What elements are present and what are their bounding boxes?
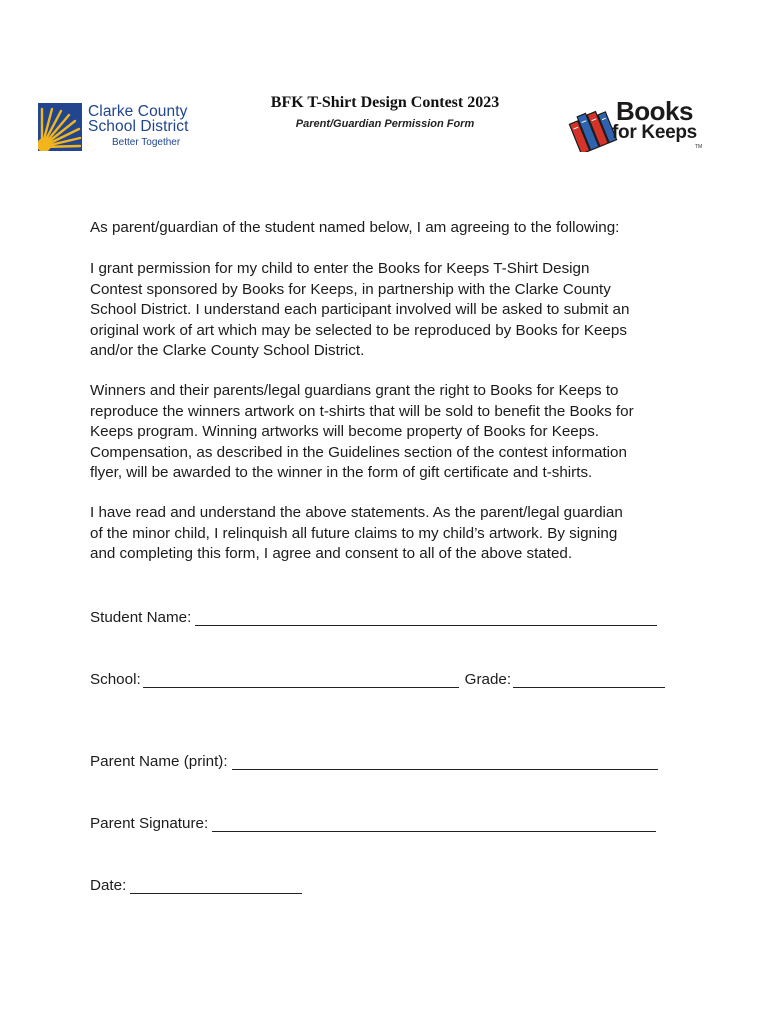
- paragraph-line: flyer, will be awarded to the winner in the form of gift certificate and t-shirts.: [90, 464, 593, 481]
- student-name-row: [90, 607, 657, 626]
- permission-paragraph: [90, 259, 690, 362]
- grade-field[interactable]: [513, 669, 665, 688]
- parent-name-row: [90, 751, 658, 770]
- date-label: Date:: [90, 877, 127, 894]
- bfk-name-line2: for Keeps: [612, 122, 697, 143]
- paragraph-line: I have read and understand the above statements. As the parent/legal guardian: [90, 504, 623, 521]
- ccsd-name-line2: School District: [88, 118, 189, 135]
- date-row: [90, 875, 302, 894]
- document-title: BFK T-Shirt Design Contest 2023: [270, 94, 500, 111]
- paragraph-line: Keeps program. Winning artworks will become property of Books for Keeps.: [90, 423, 600, 440]
- school-grade-row: [90, 669, 665, 688]
- student-name-label: Student Name:: [90, 609, 192, 626]
- consent-paragraph: [90, 503, 690, 565]
- paragraph-line: reproduce the winners artwork on t-shirts that will be sold to benefit the Books for: [90, 402, 634, 420]
- parent-signature-label: Parent Signature:: [90, 815, 209, 832]
- student-name-field[interactable]: [195, 607, 657, 626]
- sunburst-icon: [38, 103, 82, 151]
- paragraph-line: I grant permission for my child to enter the Books for Keeps T-Shirt Design: [90, 260, 590, 277]
- ccsd-logo: [38, 100, 213, 156]
- books-stack-icon: [568, 102, 618, 152]
- document-header: [240, 94, 530, 130]
- parent-signature-row: [90, 813, 656, 832]
- school-label: School:: [90, 671, 141, 688]
- parent-name-label: Parent Name (print):: [90, 753, 228, 770]
- paragraph-line: and/or the Clarke County School District.: [90, 342, 365, 359]
- grade-label: Grade:: [464, 671, 512, 688]
- paragraph-line: School District. I understand each participant involved will be asked to submit an: [90, 301, 630, 318]
- parent-signature-field[interactable]: [212, 813, 656, 832]
- ccsd-name-line1: Clarke County: [88, 103, 188, 120]
- document-subtitle: Parent/Guardian Permission Form: [295, 118, 475, 130]
- paragraph-line: original work of art which may be selected to be reproduced by Books for Keeps: [90, 321, 627, 339]
- school-field[interactable]: [143, 669, 459, 688]
- intro-paragraph: As parent/guardian of the student named below, I am agreeing to the following:: [90, 219, 620, 236]
- paragraph-line: of the minor child, I relinquish all future claims to my child’s artwork. By signing: [90, 524, 618, 542]
- paragraph-line: Winners and their parents/legal guardians grant the right to Books for Keeps to: [90, 382, 619, 399]
- paragraph-line: Contest sponsored by Books for Keeps, in partnership with the Clarke County: [90, 280, 611, 298]
- bfk-name-line1: Books: [616, 96, 693, 126]
- parent-name-field[interactable]: [232, 751, 658, 770]
- bfk-logo: [568, 98, 708, 153]
- date-field[interactable]: [130, 875, 302, 894]
- paragraph-line: Compensation, as described in the Guidelines section of the contest information: [90, 443, 627, 461]
- ccsd-tagline: Better Together: [112, 137, 181, 148]
- winners-paragraph: [90, 381, 690, 484]
- trademark-mark: TM: [695, 144, 703, 150]
- paragraph-line: and completing this form, I agree and consent to all of the above stated.: [90, 545, 573, 562]
